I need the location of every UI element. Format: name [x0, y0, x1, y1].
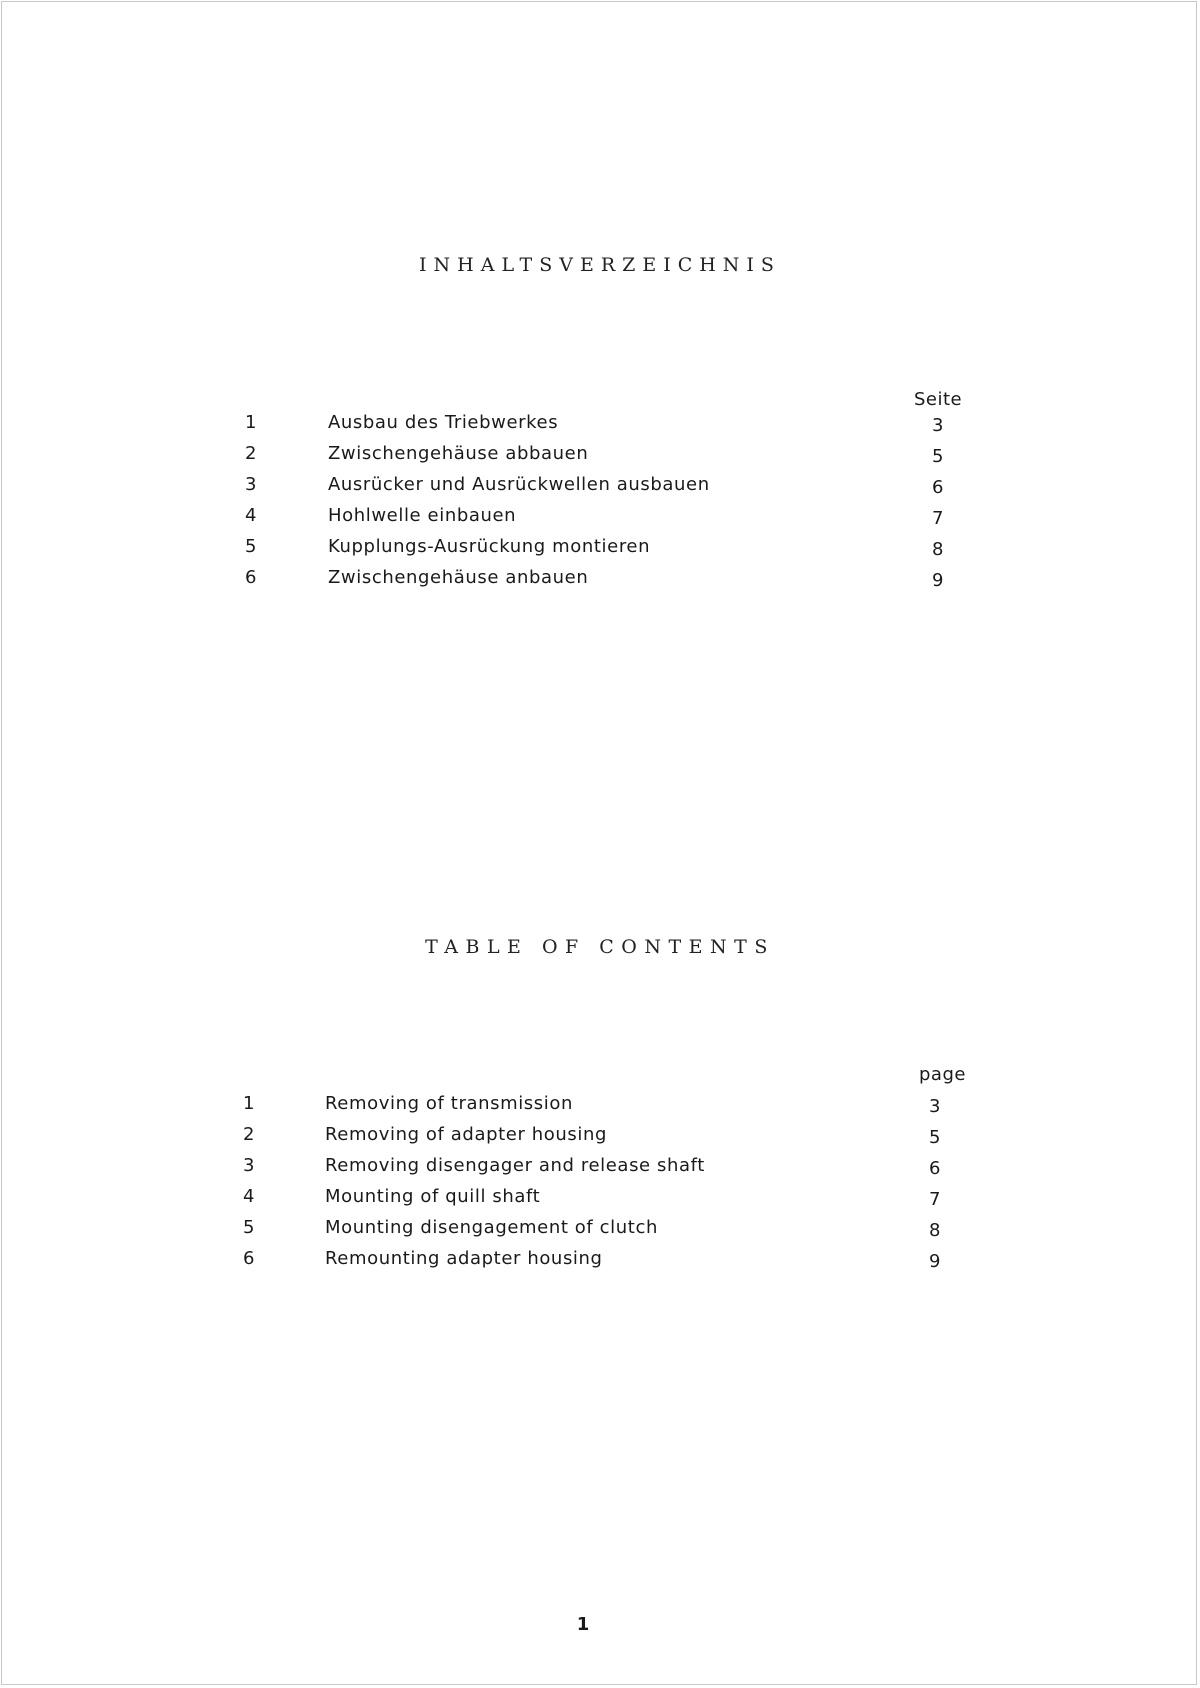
entry-title: Remounting adapter housing	[325, 1248, 603, 1269]
entry-title: Hohlwelle einbauen	[328, 505, 517, 526]
page-column-label: Seite	[914, 389, 963, 410]
entry-page: 5	[928, 1127, 942, 1148]
entry-title: Removing disengager and release shaft	[325, 1155, 705, 1176]
entry-title: Zwischengehäuse anbauen	[328, 567, 589, 588]
toc-heading-english: TABLE OF CONTENTS	[425, 936, 775, 958]
toc-entry	[0, 443, 1200, 471]
entry-title: Ausrücker und Ausrückwellen ausbauen	[328, 474, 710, 495]
entry-number: 1	[245, 412, 258, 433]
entry-number: 6	[243, 1248, 256, 1269]
entry-page: 3	[931, 415, 945, 436]
entry-number: 1	[243, 1093, 256, 1114]
entry-title: Kupplungs-Ausrückung montieren	[328, 536, 651, 557]
toc-entry	[0, 536, 1200, 564]
entry-title: Zwischengehäuse abbauen	[328, 443, 589, 464]
entry-page: 7	[931, 508, 945, 529]
entry-page: 9	[931, 570, 945, 591]
entry-page: 8	[931, 539, 945, 560]
toc-entry	[0, 412, 1200, 440]
entry-title: Removing of transmission	[325, 1093, 573, 1114]
toc-heading-german: INHALTSVERZEICHNIS	[419, 254, 781, 276]
toc-entry	[0, 1186, 1200, 1214]
entry-number: 3	[245, 474, 258, 495]
toc-entry	[0, 474, 1200, 502]
toc-entry	[0, 567, 1200, 595]
entry-number: 2	[245, 443, 258, 464]
entry-page: 9	[928, 1251, 942, 1272]
entry-number: 4	[243, 1186, 256, 1207]
toc-entry	[0, 1217, 1200, 1245]
toc-entry	[0, 1248, 1200, 1276]
entry-number: 3	[243, 1155, 256, 1176]
toc-entry	[0, 1124, 1200, 1152]
entry-page: 6	[928, 1158, 942, 1179]
entry-number: 6	[245, 567, 258, 588]
page-number: 1	[576, 1614, 590, 1635]
toc-entry	[0, 1155, 1200, 1183]
entry-title: Mounting disengagement of clutch	[325, 1217, 658, 1238]
entry-number: 4	[245, 505, 258, 526]
entry-page: 5	[931, 446, 945, 467]
toc-entry	[0, 1093, 1200, 1121]
entry-page: 3	[928, 1096, 942, 1117]
entry-number: 5	[243, 1217, 256, 1238]
entry-number: 2	[243, 1124, 256, 1145]
entry-title: Mounting of quill shaft	[325, 1186, 541, 1207]
page-column-label: page	[919, 1064, 966, 1085]
toc-entry	[0, 505, 1200, 533]
entry-title: Ausbau des Triebwerkes	[328, 412, 559, 433]
entry-number: 5	[245, 536, 258, 557]
entry-page: 7	[928, 1189, 942, 1210]
entry-page: 8	[928, 1220, 942, 1241]
entry-page: 6	[931, 477, 945, 498]
entry-title: Removing of adapter housing	[325, 1124, 608, 1145]
